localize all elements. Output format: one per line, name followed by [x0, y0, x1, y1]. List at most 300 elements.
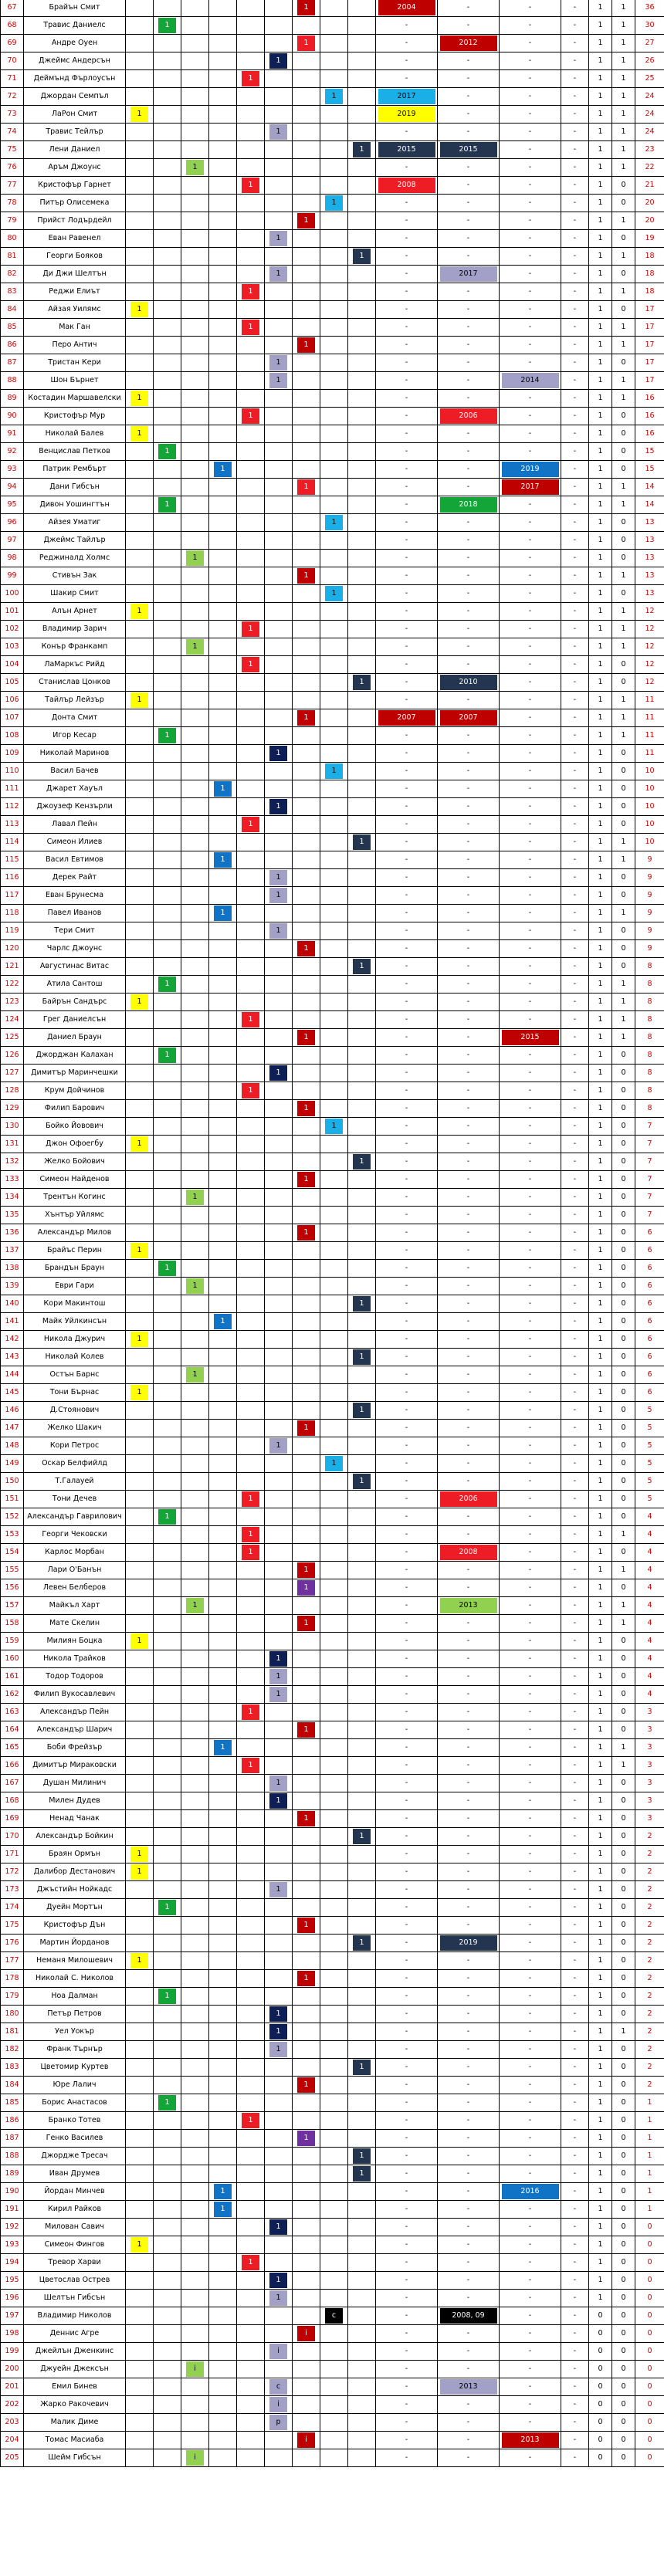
team-cell	[126, 1065, 154, 1082]
team-marker: p	[269, 2415, 287, 2430]
rank-cell: 122	[1, 976, 24, 994]
count-b-cell: 0	[612, 1207, 635, 1224]
total-cell: 6	[635, 1384, 664, 1402]
team-cell	[293, 638, 320, 656]
team-marker: 1	[158, 1989, 176, 2004]
rank-cell: 74	[1, 124, 24, 141]
team-cell	[293, 1047, 320, 1065]
team-cell	[126, 2432, 154, 2449]
team-cell	[181, 1579, 209, 1597]
team-cell	[126, 1579, 154, 1597]
team-cell	[237, 869, 265, 887]
team-cell	[181, 514, 209, 532]
team-cell	[293, 1952, 320, 1970]
rank-cell: 110	[1, 763, 24, 780]
year-cell: -	[438, 1029, 500, 1047]
year-cell: -	[561, 2094, 589, 2112]
player-name-cell: ЛаМаркъс Рийд	[24, 656, 126, 674]
year-cell: -	[376, 2414, 438, 2432]
year-cell: -	[500, 390, 561, 408]
rank-cell: 192	[1, 2219, 24, 2236]
team-cell	[209, 1047, 237, 1065]
player-name-cell: Тери Смит	[24, 922, 126, 940]
team-cell	[293, 1810, 320, 1828]
year-cell: -	[376, 1579, 438, 1597]
player-name-cell: Владимир Николов	[24, 2307, 126, 2325]
team-cell	[237, 1047, 265, 1065]
team-cell	[126, 1011, 154, 1029]
team-cell	[126, 869, 154, 887]
team-cell	[126, 1349, 154, 1366]
year-cell: -	[438, 2361, 500, 2378]
year-cell: -	[500, 994, 561, 1011]
table-row	[1, 2201, 664, 2219]
team-cell	[126, 319, 154, 337]
player-name-cell: Тони Дечев	[24, 1491, 126, 1508]
count-b-cell: 0	[612, 2396, 635, 2414]
team-cell	[181, 2148, 209, 2165]
player-name-cell: Шон Бърнет	[24, 372, 126, 390]
year-cell: -	[376, 2325, 438, 2343]
team-cell	[181, 1384, 209, 1402]
team-cell	[293, 2023, 320, 2041]
team-cell	[320, 195, 348, 212]
team-cell	[348, 1686, 376, 1704]
count-a-cell: 1	[589, 976, 612, 994]
rank-cell: 135	[1, 1207, 24, 1224]
year-cell	[438, 709, 500, 727]
team-cell	[293, 674, 320, 692]
year-cell: -	[376, 2449, 438, 2467]
team-cell	[293, 2006, 320, 2023]
year-cell: -	[438, 1650, 500, 1668]
table-row	[1, 798, 664, 816]
player-name-cell: Симеон Илиев	[24, 834, 126, 851]
year-cell: -	[438, 2077, 500, 2094]
team-cell	[126, 390, 154, 408]
team-cell	[126, 106, 154, 124]
year-cell: -	[438, 1792, 500, 1810]
total-cell: 8	[635, 994, 664, 1011]
total-cell: 7	[635, 1207, 664, 1224]
team-marker: 1	[130, 2237, 148, 2253]
team-cell	[237, 1100, 265, 1118]
rank-cell: 158	[1, 1615, 24, 1633]
team-cell	[348, 1189, 376, 1207]
rank-cell: 196	[1, 2290, 24, 2307]
team-cell	[209, 1650, 237, 1668]
year-cell: -	[500, 1757, 561, 1775]
team-cell	[237, 1935, 265, 1952]
count-b-cell: 1	[612, 479, 635, 496]
player-name-cell: Андре Оуен	[24, 35, 126, 52]
team-cell	[126, 2006, 154, 2023]
rank-cell: 104	[1, 656, 24, 674]
count-b-cell: 0	[612, 1633, 635, 1650]
team-cell	[237, 390, 265, 408]
year-cell: -	[438, 603, 500, 621]
team-cell	[154, 1118, 181, 1136]
team-cell	[348, 834, 376, 851]
year-cell: -	[561, 709, 589, 727]
team-cell	[209, 1686, 237, 1704]
player-name-cell: Лени Даниел	[24, 141, 126, 159]
count-b-cell: 1	[612, 17, 635, 35]
team-cell	[209, 994, 237, 1011]
total-cell: 16	[635, 390, 664, 408]
team-cell	[237, 2236, 265, 2254]
team-cell	[265, 2307, 293, 2325]
team-cell	[181, 1952, 209, 1970]
team-cell	[237, 106, 265, 124]
count-b-cell: 1	[612, 124, 635, 141]
team-cell	[126, 585, 154, 603]
total-cell: 2	[635, 1828, 664, 1846]
team-cell	[265, 763, 293, 780]
team-cell	[320, 1615, 348, 1633]
table-row	[1, 834, 664, 851]
team-cell	[154, 1349, 181, 1366]
team-cell	[181, 2165, 209, 2183]
player-name-cell: Симеон Фингов	[24, 2236, 126, 2254]
count-b-cell: 0	[612, 1260, 635, 1278]
count-b-cell: 0	[612, 1579, 635, 1597]
team-cell	[265, 994, 293, 1011]
year-cell: -	[561, 2343, 589, 2361]
player-name-cell: Йордан Минчев	[24, 2183, 126, 2201]
team-marker: 1	[186, 160, 204, 175]
year-cell: -	[561, 1260, 589, 1278]
team-cell	[126, 283, 154, 301]
total-cell: 12	[635, 638, 664, 656]
rank-cell: 180	[1, 2006, 24, 2023]
year-cell: -	[500, 195, 561, 212]
year-badge: 2010	[440, 675, 497, 690]
team-cell	[293, 408, 320, 425]
year-cell: -	[561, 780, 589, 798]
year-cell: -	[438, 1437, 500, 1455]
year-cell: -	[376, 1349, 438, 1366]
team-cell	[348, 2414, 376, 2432]
team-cell	[265, 585, 293, 603]
year-cell: -	[500, 745, 561, 763]
year-cell: -	[561, 550, 589, 567]
team-cell	[154, 1366, 181, 1384]
team-cell	[237, 230, 265, 248]
team-cell	[293, 2165, 320, 2183]
count-a-cell: 1	[589, 1935, 612, 1952]
team-marker: 1	[325, 763, 343, 779]
team-cell	[237, 479, 265, 496]
table-row	[1, 88, 664, 106]
count-a-cell: 1	[589, 816, 612, 834]
team-cell	[154, 2094, 181, 2112]
player-name-cell: Павел Иванов	[24, 905, 126, 922]
count-a-cell: 1	[589, 1136, 612, 1153]
total-cell: 1	[635, 2201, 664, 2219]
team-cell	[293, 2396, 320, 2414]
year-cell: -	[500, 1118, 561, 1136]
team-cell	[181, 1065, 209, 1082]
team-cell	[293, 337, 320, 354]
count-b-cell: 0	[612, 780, 635, 798]
team-cell	[320, 1420, 348, 1437]
team-cell	[209, 1633, 237, 1650]
team-cell	[209, 2094, 237, 2112]
year-cell: -	[438, 2130, 500, 2148]
total-cell: 13	[635, 585, 664, 603]
team-cell	[293, 390, 320, 408]
team-cell	[154, 1739, 181, 1757]
count-a-cell: 1	[589, 834, 612, 851]
year-cell: -	[561, 2219, 589, 2236]
year-cell: -	[438, 1526, 500, 1544]
team-cell	[265, 1846, 293, 1863]
team-cell	[181, 2396, 209, 2414]
total-cell: 18	[635, 283, 664, 301]
team-cell	[181, 2130, 209, 2148]
year-cell	[500, 1029, 561, 1047]
team-marker: 1	[353, 1935, 371, 1951]
total-cell: 3	[635, 1757, 664, 1775]
player-name-cell: Игор Кесар	[24, 727, 126, 745]
table-row	[1, 2325, 664, 2343]
team-marker: 1	[214, 781, 232, 797]
team-cell	[154, 2254, 181, 2272]
team-cell	[320, 2023, 348, 2041]
year-cell: -	[438, 1224, 500, 1242]
team-cell	[181, 816, 209, 834]
team-cell	[237, 692, 265, 709]
team-cell	[154, 994, 181, 1011]
player-name-cell: Боби Фрейзър	[24, 1739, 126, 1757]
team-cell	[348, 159, 376, 177]
team-cell	[154, 585, 181, 603]
player-name-cell: Джорджан Калахан	[24, 1047, 126, 1065]
team-marker: 1	[158, 728, 176, 743]
team-cell	[181, 994, 209, 1011]
team-cell	[154, 1633, 181, 1650]
team-cell	[293, 1775, 320, 1792]
year-cell: -	[500, 319, 561, 337]
count-b-cell: 0	[612, 1331, 635, 1349]
team-cell	[320, 1650, 348, 1668]
count-a-cell: 1	[589, 408, 612, 425]
year-cell: -	[561, 1349, 589, 1366]
count-b-cell: 0	[612, 461, 635, 479]
team-marker: 1	[269, 1687, 287, 1702]
team-cell	[154, 212, 181, 230]
year-cell: -	[500, 2272, 561, 2290]
team-cell	[348, 2059, 376, 2077]
count-b-cell: 1	[612, 372, 635, 390]
team-cell	[348, 266, 376, 283]
team-cell	[181, 2307, 209, 2325]
team-cell	[154, 940, 181, 958]
count-b-cell: 1	[612, 621, 635, 638]
team-cell	[265, 2449, 293, 2467]
count-b-cell: 1	[612, 52, 635, 70]
team-cell	[154, 1721, 181, 1739]
team-cell	[126, 1633, 154, 1650]
year-cell: -	[500, 301, 561, 319]
table-row	[1, 2343, 664, 2361]
team-cell	[209, 124, 237, 141]
team-cell	[237, 1526, 265, 1544]
year-cell: -	[561, 1686, 589, 1704]
player-name-cell: Джоузеф Кензърли	[24, 798, 126, 816]
team-cell	[181, 2449, 209, 2467]
team-marker: 1	[353, 2148, 371, 2164]
total-cell: 5	[635, 1491, 664, 1508]
year-cell: -	[376, 1810, 438, 1828]
team-cell	[181, 656, 209, 674]
team-cell	[348, 2112, 376, 2130]
team-cell	[265, 248, 293, 266]
team-cell	[237, 1792, 265, 1810]
total-cell: 11	[635, 692, 664, 709]
team-cell	[126, 2254, 154, 2272]
count-a-cell: 1	[589, 2290, 612, 2307]
count-b-cell: 0	[612, 1686, 635, 1704]
team-cell	[348, 319, 376, 337]
team-cell	[209, 1207, 237, 1224]
total-cell: 30	[635, 17, 664, 35]
year-cell: -	[500, 1988, 561, 2006]
team-cell	[348, 2361, 376, 2378]
year-cell: -	[376, 674, 438, 692]
team-cell	[126, 1437, 154, 1455]
team-cell	[265, 1260, 293, 1278]
table-row	[1, 1597, 664, 1615]
team-cell	[154, 798, 181, 816]
rank-cell: 144	[1, 1366, 24, 1384]
team-cell	[237, 2148, 265, 2165]
count-a-cell: 1	[589, 479, 612, 496]
year-cell: -	[438, 887, 500, 905]
count-a-cell: 1	[589, 2094, 612, 2112]
table-row	[1, 1899, 664, 1917]
team-cell	[209, 1118, 237, 1136]
team-cell	[265, 1189, 293, 1207]
team-cell	[181, 1118, 209, 1136]
team-cell	[265, 2059, 293, 2077]
team-cell	[126, 425, 154, 443]
team-cell	[154, 1082, 181, 1100]
year-cell: -	[500, 1349, 561, 1366]
team-cell	[209, 1011, 237, 1029]
year-cell	[438, 1935, 500, 1952]
count-b-cell: 0	[612, 2112, 635, 2130]
count-b-cell: 0	[612, 425, 635, 443]
team-cell	[237, 1136, 265, 1153]
year-cell: -	[438, 177, 500, 195]
team-cell	[154, 780, 181, 798]
team-cell	[293, 621, 320, 638]
rank-cell: 147	[1, 1420, 24, 1437]
player-name-cell: Душан Милинич	[24, 1775, 126, 1792]
team-cell	[209, 1828, 237, 1846]
total-cell: 18	[635, 248, 664, 266]
year-cell: -	[376, 425, 438, 443]
year-cell: -	[561, 834, 589, 851]
count-b-cell: 1	[612, 70, 635, 88]
total-cell: 4	[635, 1544, 664, 1562]
team-cell	[209, 585, 237, 603]
year-cell	[376, 177, 438, 195]
team-cell	[209, 1136, 237, 1153]
player-name-cell: Джордан Семпъл	[24, 88, 126, 106]
year-cell: -	[561, 1828, 589, 1846]
team-marker: 1	[242, 1012, 259, 1027]
team-cell	[209, 1242, 237, 1260]
team-cell	[181, 2094, 209, 2112]
player-name-cell: Франк Търнър	[24, 2041, 126, 2059]
team-cell	[181, 1828, 209, 1846]
team-cell	[348, 2254, 376, 2272]
team-cell	[209, 1846, 237, 1863]
team-marker: 1	[297, 1918, 315, 1933]
team-cell	[293, 550, 320, 567]
team-cell	[265, 88, 293, 106]
team-cell	[181, 1970, 209, 1988]
team-cell	[154, 266, 181, 283]
team-cell	[154, 2006, 181, 2023]
rank-cell: 133	[1, 1171, 24, 1189]
team-cell	[237, 2272, 265, 2290]
team-cell	[181, 1597, 209, 1615]
count-a-cell: 1	[589, 2201, 612, 2219]
team-cell	[348, 532, 376, 550]
team-marker: 1	[130, 1385, 148, 1400]
team-cell	[154, 1047, 181, 1065]
year-cell: -	[561, 2183, 589, 2201]
team-cell	[154, 301, 181, 319]
total-cell: 11	[635, 727, 664, 745]
rank-cell: 167	[1, 1775, 24, 1792]
team-cell	[348, 1136, 376, 1153]
year-cell: -	[500, 1562, 561, 1579]
team-cell	[154, 2201, 181, 2219]
table-row	[1, 52, 664, 70]
player-name-cell: Дани Гибсън	[24, 479, 126, 496]
team-cell	[154, 70, 181, 88]
player-name-cell: Августинас Витас	[24, 958, 126, 976]
total-cell: 10	[635, 798, 664, 816]
year-cell: -	[561, 1881, 589, 1899]
count-b-cell: 1	[612, 692, 635, 709]
team-cell	[293, 461, 320, 479]
team-cell	[209, 1384, 237, 1402]
team-cell	[237, 1721, 265, 1739]
team-cell	[293, 1082, 320, 1100]
count-b-cell: 0	[612, 1491, 635, 1508]
rank-cell: 132	[1, 1153, 24, 1171]
count-a-cell: 1	[589, 1029, 612, 1047]
year-cell: -	[500, 2006, 561, 2023]
year-cell: -	[376, 869, 438, 887]
team-cell	[154, 195, 181, 212]
team-cell	[320, 674, 348, 692]
team-cell	[320, 1544, 348, 1562]
team-marker: 1	[269, 1669, 287, 1684]
team-cell	[348, 1970, 376, 1988]
team-cell	[181, 727, 209, 745]
team-marker: 1	[158, 444, 176, 459]
count-a-cell: 1	[589, 1384, 612, 1402]
team-cell	[293, 2343, 320, 2361]
year-cell: -	[438, 1810, 500, 1828]
